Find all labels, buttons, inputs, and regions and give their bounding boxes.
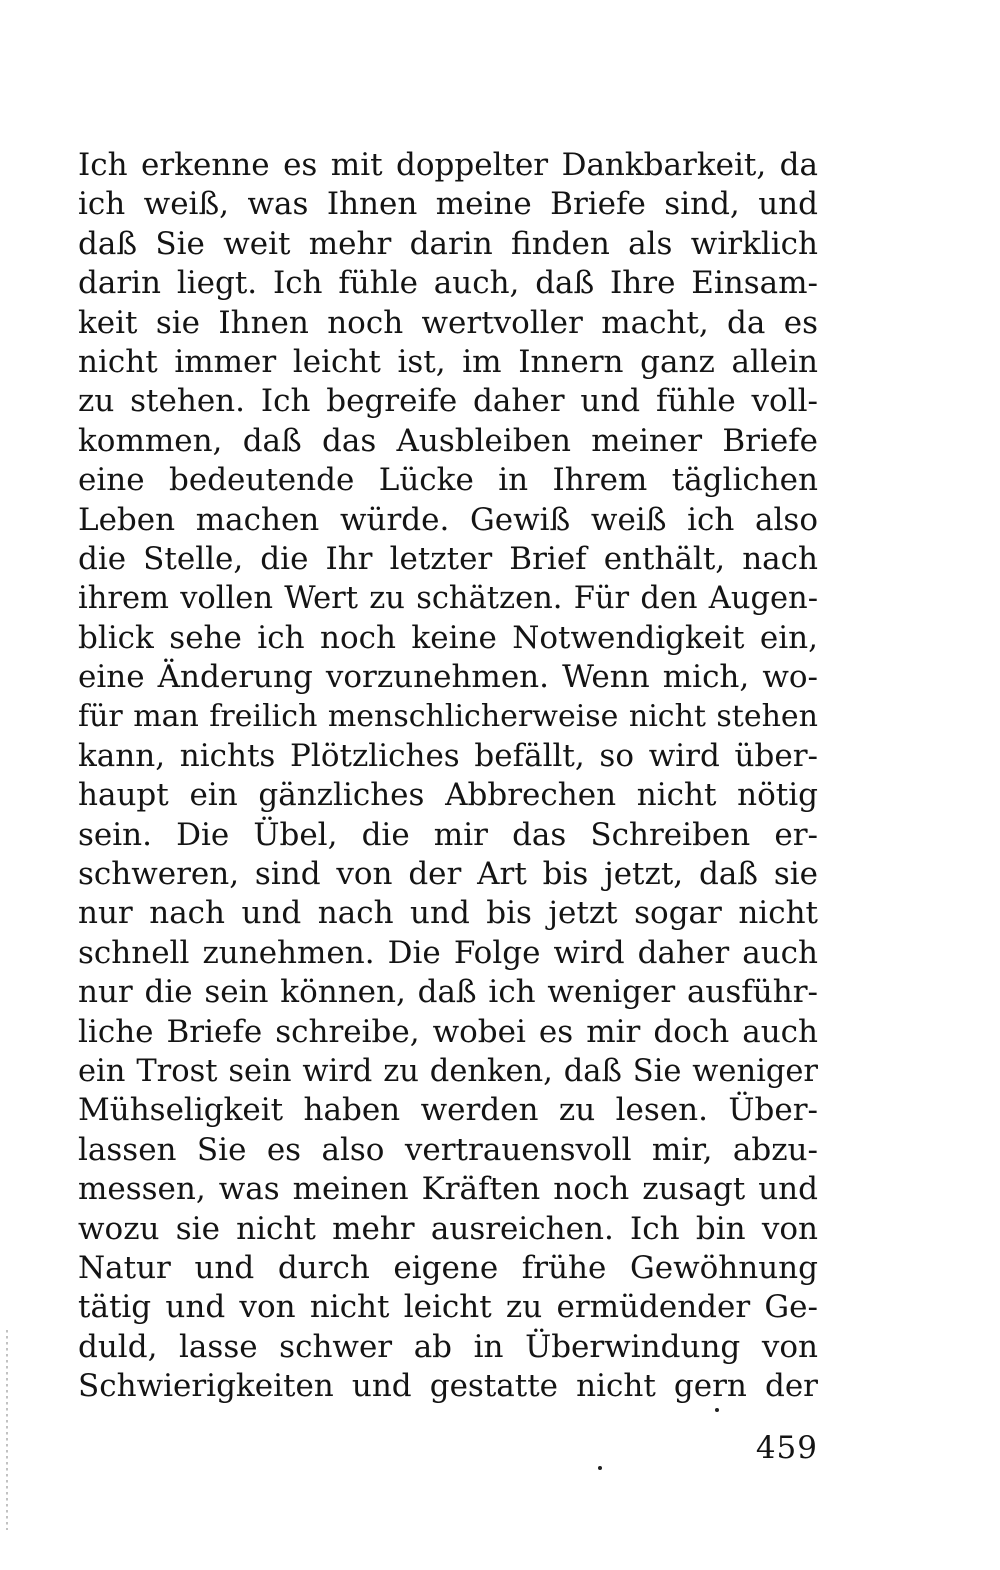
text-line-27: messen, was meinen Kräften noch zusagt und [78, 1171, 818, 1208]
text-line-4: darin liegt. Ich fühle auch, daß Ihre Einsam- [78, 265, 818, 302]
text-line-19: schweren, sind von der Art bis jetzt, daß sie [78, 856, 818, 893]
text-line-15: für man freilich menschlicherweise nicht stehen [78, 699, 818, 735]
text-line-32: Schwierigkeiten und gestatte nicht gern der [78, 1368, 818, 1405]
text-line-16: kann, nichts Plötzliches befällt, so wird über- [78, 737, 818, 774]
text-line-5: keit sie Ihnen noch wertvoller macht, da es [78, 304, 818, 341]
text-line-3: daß Sie weit mehr darin finden als wirklich [78, 225, 818, 262]
text-line-20: nur nach und nach und bis jetzt sogar nicht [78, 895, 818, 932]
text-line-28: wozu sie nicht mehr ausreichen. Ich bin von [78, 1210, 818, 1247]
text-line-9: eine bedeutende Lücke in Ihrem täglichen [78, 462, 818, 499]
text-line-23: liche Briefe schreibe, wobei es mir doch auch [78, 1013, 818, 1050]
text-line-21: schnell zunehmen. Die Folge wird daher auch [78, 934, 818, 971]
text-line-30: tätig und von nicht leicht zu ermüdender Ge- [78, 1289, 818, 1326]
text-line-31: duld, lasse schwer ab in Überwindung von [78, 1328, 818, 1365]
text-line-1: Ich erkenne es mit doppelter Dankbarkeit, da [78, 147, 818, 183]
text-line-26: lassen Sie es also vertrauensvoll mir, abzu- [78, 1131, 818, 1168]
text-line-24: ein Trost sein wird zu denken, daß Sie weniger [78, 1053, 818, 1089]
text-line-12: ihrem vollen Wert zu schätzen. Für den Augen- [78, 581, 818, 617]
text-line-29: Natur und durch eigene frühe Gewöhnung [78, 1249, 818, 1286]
text-line-22: nur die sein können, daß ich weniger ausführ- [78, 974, 818, 1011]
body-text [78, 146, 818, 1407]
text-line-13: blick sehe ich noch keine Notwendigkeit ein, [78, 619, 818, 656]
text-line-7: zu stehen. Ich begreife daher und fühle voll- [78, 383, 818, 420]
text-line-11: die Stelle, die Ihr letzter Brief enthält, nach [78, 540, 818, 577]
page-number: 459 [755, 1430, 818, 1466]
text-line-2: ich weiß, was Ihnen meine Briefe sind, und [78, 186, 818, 223]
text-line-17: haupt ein gänzliches Abbrechen nicht nötig [78, 777, 818, 814]
text-line-10: Leben machen würde. Gewiß weiß ich also [78, 501, 818, 538]
text-line-25: Mühseligkeit haben werden zu lesen. Über- [78, 1092, 818, 1129]
text-line-6: nicht immer leicht ist, im Innern ganz allein [78, 343, 818, 380]
ink-speck [598, 1466, 602, 1470]
text-line-8: kommen, daß das Ausbleiben meiner Briefe [78, 422, 818, 459]
text-line-14: eine Änderung vorzunehmen. Wenn mich, wo- [78, 659, 818, 696]
text-line-18: sein. Die Übel, die mir das Schreiben er- [78, 816, 818, 853]
ink-speck [715, 1408, 719, 1412]
scan-margin-artifact [6, 1330, 8, 1530]
